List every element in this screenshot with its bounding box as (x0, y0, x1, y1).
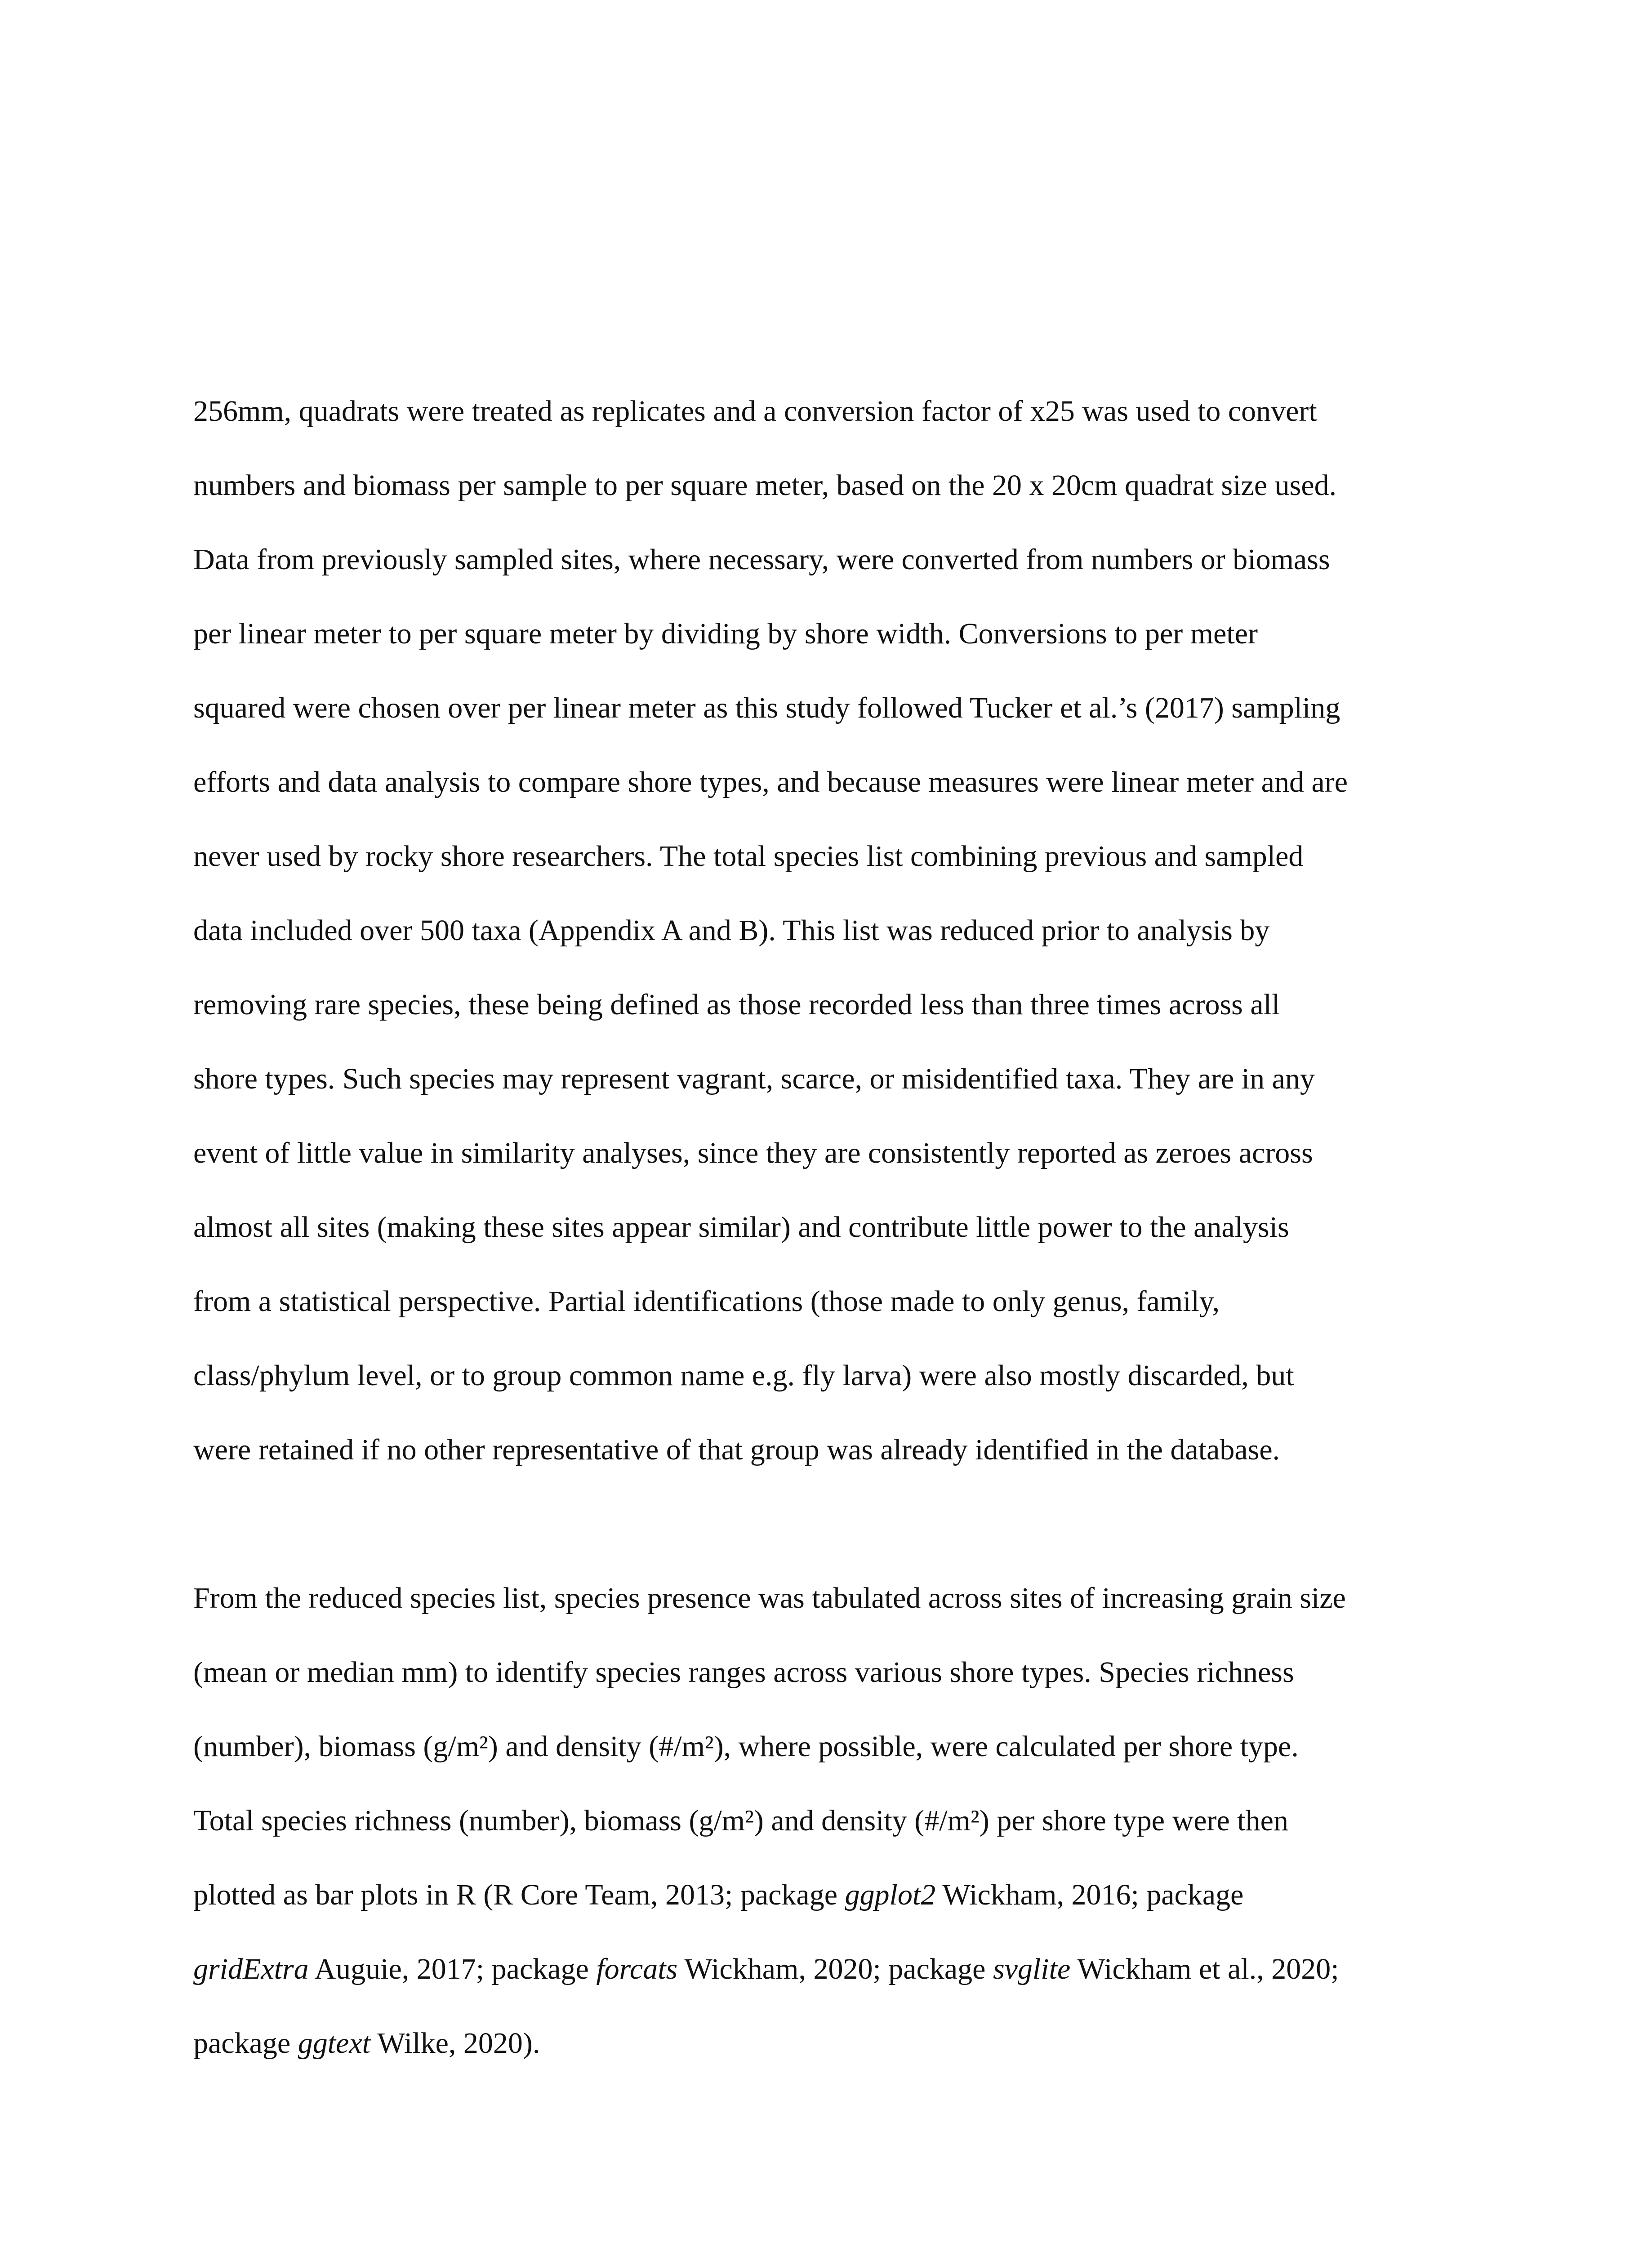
package-name-italic: forcats (596, 1953, 678, 1985)
text-line: shore types. Such species may represent vagrant, scarce, or misidentified taxa. They are in any (193, 1062, 1315, 1095)
paragraph-species-analysis (193, 1583, 1479, 2103)
text-line: event of little value in similarity analyses, since they are consistently reported as zeroes across (193, 1137, 1313, 1169)
package-name-italic: ggtext (298, 2027, 370, 2060)
text-line (193, 1880, 1479, 1954)
text-run: Wickham et al., 2020; (1070, 1953, 1339, 1985)
text-line: Data from previously sampled sites, where necessary, were converted from numbers or biomass (193, 543, 1330, 576)
package-name-italic: ggplot2 (845, 1878, 936, 1911)
text-run: Wilke, 2020). (370, 2027, 540, 2060)
paragraph-methods-conversion (193, 397, 1479, 1509)
text-line: 256mm, quadrats were treated as replicates and a conversion factor of x25 was used to convert (193, 395, 1317, 428)
text-line: from a statistical perspective. Partial identifications (those made to only genus, family, (193, 1285, 1220, 1318)
text-run: Auguie, 2017; package (308, 1953, 597, 1985)
text-line: squared were chosen over per linear meter as this study followed Tucker et al.’s (2017) sampling (193, 691, 1340, 724)
text-run: package (193, 2027, 298, 2060)
text-line: almost all sites (making these sites appear similar) and contribute little power to the analysis (193, 1211, 1289, 1244)
text-line: numbers and biomass per sample to per square meter, based on the 20 x 20cm quadrat size used. (193, 469, 1337, 502)
text-line: per linear meter to per square meter by dividing by shore width. Conversions to per meter (193, 617, 1258, 650)
text-line: (number), biomass (g/m²) and density (#/m²), where possible, were calculated per shore type. (193, 1730, 1299, 1763)
text-run: Wickham, 2020; package (677, 1953, 993, 1985)
text-line: data included over 500 taxa (Appendix A and B). This list was reduced prior to analysis by (193, 914, 1270, 947)
text-line: were retained if no other representative of that group was already identified in the database. (193, 1433, 1280, 1466)
package-name-italic: gridExtra (193, 1953, 309, 1985)
package-name-italic: svglite (993, 1953, 1071, 1985)
text-line: efforts and data analysis to compare shore types, and because measures were linear meter and are (193, 766, 1348, 798)
text-line: (mean or median mm) to identify species ranges across various shore types. Species richness (193, 1656, 1294, 1689)
text-run: Wickham, 2016; package (935, 1878, 1244, 1911)
text-line: Total species richness (number), biomass (g/m²) and density (#/m²) per shore type were then (193, 1804, 1288, 1837)
text-run: plotted as bar plots in R (R Core Team, 2013; package (193, 1878, 845, 1911)
text-line: never used by rocky shore researchers. The total species list combining previous and sampled (193, 840, 1304, 873)
text-line (193, 1954, 1479, 2029)
text-line: removing rare species, these being defined as those recorded less than three times across all (193, 988, 1280, 1021)
text-line: class/phylum level, or to group common name e.g. fly larva) were also mostly discarded, but (193, 1359, 1294, 1392)
text-line: From the reduced species list, species presence was tabulated across sites of increasing grain size (193, 1582, 1346, 1615)
text-line (193, 2029, 1479, 2103)
